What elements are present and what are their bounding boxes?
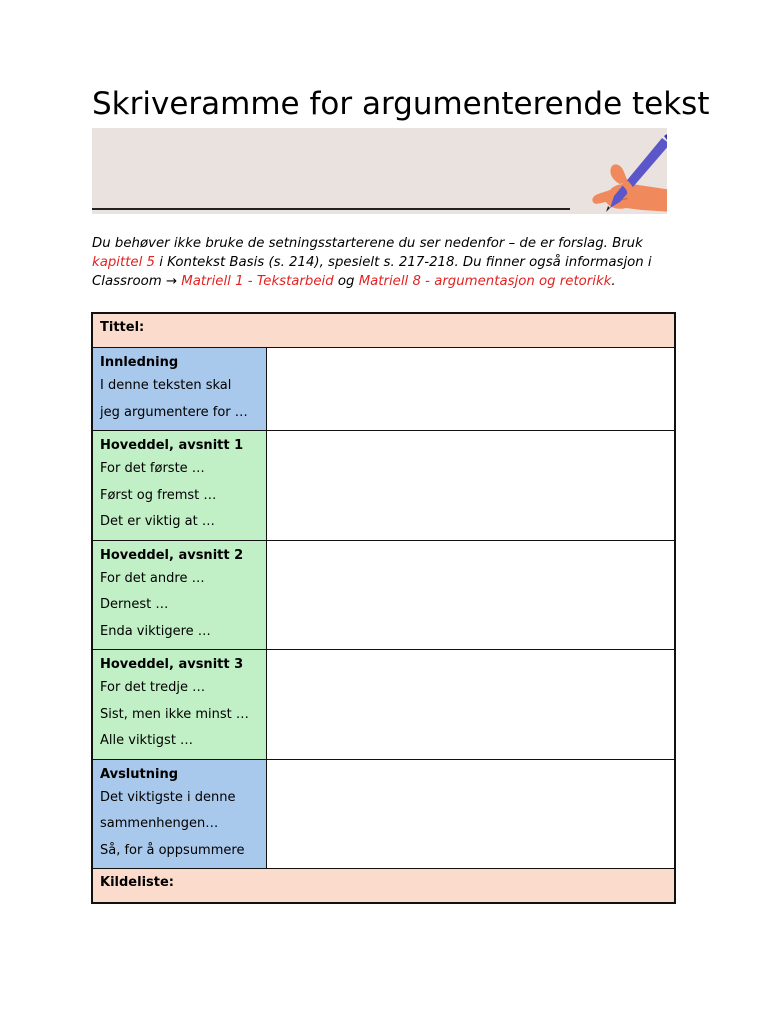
sentence-starter: sammenhengen… [100,816,219,831]
section-heading: Innledning [100,355,179,370]
sentence-starter: For det første … [100,461,205,476]
sentence-starter: I denne teksten skal [100,378,232,393]
sentence-starter: Enda viktigere … [100,623,211,639]
sentence-starter: Så, for å oppsummere [100,842,245,858]
sources-row[interactable] [93,869,675,903]
sentence-starter: For det andre … [100,570,205,586]
section-body-3 [93,650,267,760]
intro-writing-area[interactable] [267,348,675,431]
sources-label: Kildeliste: [100,875,174,890]
sentence-starter: Sist, men ikke minst … [100,706,249,722]
sentence-starter: Først og fremst … [100,487,217,503]
body-1-writing-area[interactable] [267,431,675,541]
material-1-link[interactable]: Matriell 1 - Tekstarbeid [181,274,334,289]
intro-text-4: . [611,274,616,289]
conclusion-writing-area[interactable] [267,759,675,869]
body-3-writing-area[interactable] [267,650,675,760]
intro-paragraph [92,234,682,291]
writing-frame-table [91,312,676,904]
section-heading: Hoveddel, avsnitt 3 [100,657,244,672]
title-label: Tittel: [100,320,145,335]
sentence-starter: Det viktigste i denne [100,789,236,805]
sentence-starter: jeg argumentere for … [100,404,248,420]
sentence-starter: Dernest … [100,597,169,612]
section-intro [93,348,267,431]
section-body-2 [93,540,267,650]
chapter-link[interactable]: kapittel 5 [92,255,155,270]
intro-text-2: i Kontekst Basis (s. 214), spesielt s. 217-218. Du finner også informasjon i Classroom → [92,255,652,289]
section-conclusion [93,759,267,869]
title-row[interactable] [93,314,675,348]
section-heading: Avslutning [100,766,179,782]
page-title: Skriveramme for argumenterende tekst [92,86,710,122]
body-2-writing-area[interactable] [267,540,675,650]
hand-writing-with-pen-icon [552,128,667,214]
writing-line [92,208,570,210]
sentence-starter: For det tredje … [100,680,206,695]
section-heading: Hoveddel, avsnitt 1 [100,438,244,453]
banner [92,128,667,214]
section-body-1 [93,431,267,541]
intro-text-3: og [333,274,359,289]
sentence-starter: Det er viktig at … [100,514,215,529]
material-8-link[interactable]: Matriell 8 - argumentasjon og retorikk [358,274,612,289]
section-heading: Hoveddel, avsnitt 2 [100,547,244,563]
intro-text-1: Du behøver ikke bruke de setningsstarterene du ser nedenfor – de er forslag. Bruk [92,236,643,251]
sentence-starter: Alle viktigst … [100,733,194,748]
